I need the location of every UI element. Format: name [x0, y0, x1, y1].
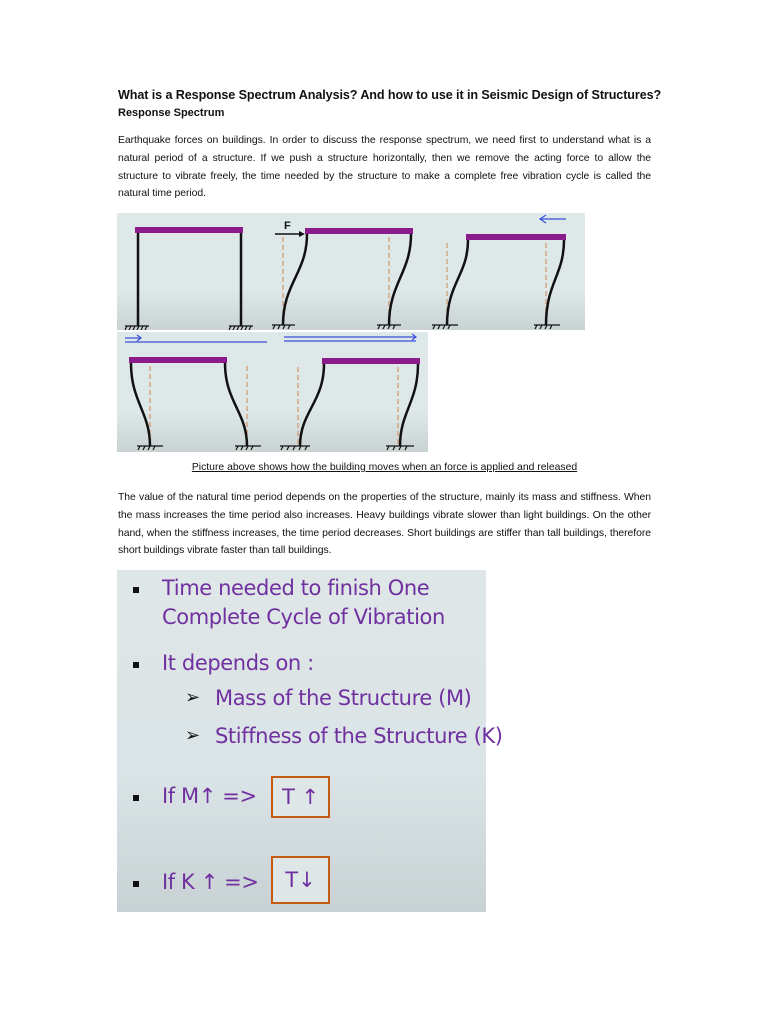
left-column: [283, 234, 307, 325]
frame-return-figure: [117, 332, 274, 452]
document-title: What is a Response Spectrum Analysis? And how to use it in Seismic Design of Structures?: [118, 88, 662, 102]
motion-arrow-return: [125, 335, 267, 342]
result-box-1: T ↑: [271, 776, 330, 818]
slide-rule-1: If M↑ =>: [162, 784, 257, 808]
roof-beam: [305, 228, 413, 234]
left-column: [447, 240, 468, 325]
left-column: [300, 364, 324, 446]
slide-sub-2: Stiffness of the Structure (K): [215, 724, 503, 748]
right-column: [389, 234, 411, 325]
right-column: [400, 364, 418, 446]
result-box-2: T↓: [271, 856, 330, 904]
frame-sway-left-figure: [428, 213, 585, 330]
section-heading: Response Spectrum: [118, 107, 225, 119]
vibration-slide: [117, 570, 503, 912]
intro-paragraph: Earthquake forces on buildings. In order to discuss the response spectrum, we need first to understand what is a natural period of a structure. If we push a structure horizontally, then we remove the acting force to allow the structure to vibrate freely, the time needed by the structure to make a complete free vibration cycle is called the natural time period.: [118, 135, 651, 200]
left-support: [125, 326, 149, 330]
bullet-icon: [133, 881, 139, 887]
right-support: [377, 325, 401, 329]
frame-sway-right-figure: [274, 332, 428, 452]
bullet-icon: [133, 587, 139, 593]
motion-arrow-left: [540, 215, 566, 223]
roof-beam: [322, 358, 420, 364]
slide-sub-1: Mass of the Structure (M): [215, 686, 472, 710]
frame-pushed-figure: [271, 213, 428, 330]
bullet-icon: [133, 662, 139, 668]
slide-line-1: Time needed to finish One: [162, 576, 430, 600]
right-column: [225, 363, 247, 446]
force-label: F: [284, 220, 291, 232]
left-support: [280, 446, 310, 450]
motion-arrow-right: [284, 334, 416, 341]
period-paragraph: The value of the natural time period depends on the properties of the structure, mainly its mass and stiffness. When the mass increases the time period also increases. Heavy buildings vibrate slower than light buildings. On the other hand, when the stiffness increases, the time period decreases. Short buildings are stiffer than tall buildings, therefore short buildings vibrate faster than tall buildings.: [118, 492, 651, 557]
frame-at-rest-figure: [117, 213, 277, 330]
right-support: [235, 446, 261, 450]
figure-caption: Picture above shows how the building moves when an force is applied and released: [191, 462, 578, 473]
arrowhead-bullet-icon: ➢: [185, 725, 201, 745]
roof-beam: [129, 357, 227, 363]
roof-beam: [466, 234, 566, 240]
right-column: [546, 240, 564, 325]
slide-line-2: Complete Cycle of Vibration: [162, 605, 445, 629]
arrowhead-bullet-icon: ➢: [185, 687, 201, 707]
left-column: [131, 363, 150, 446]
bullet-icon: [133, 795, 139, 801]
right-support: [229, 326, 253, 330]
slide-line-3: It depends on :: [162, 651, 314, 675]
left-support: [137, 446, 163, 450]
roof-beam: [135, 227, 243, 233]
slide-rule-2: If K ↑ =>: [162, 870, 259, 894]
left-support: [432, 325, 458, 329]
left-support: [272, 325, 295, 329]
right-support: [386, 446, 414, 450]
right-support: [534, 325, 560, 329]
